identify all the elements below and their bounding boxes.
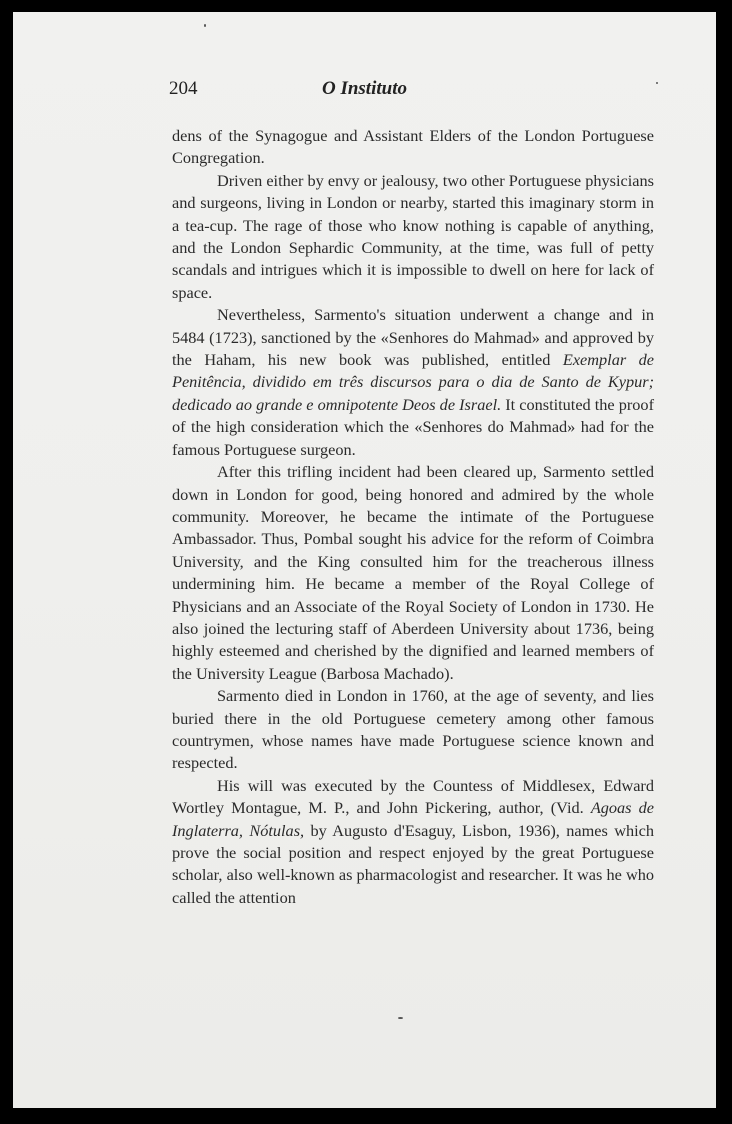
book-title: Exemplar de Penitência, dividido em três discursos para o dia de Santo de Kypur; dedicado ao grande e omnipotente Deos de Israel. [172, 350, 654, 414]
scan-speck [204, 24, 206, 27]
paragraph-3-lead: Nevertheless, Sarmento's situation underwent a change and in 5484 (1723), sanctioned by the «Senhores do Mahmad» and approved by the Haham, his new book was published, entitled [172, 305, 654, 370]
paragraph-6-tail: by Augusto d'Esaguy, Lisbon, 1936), names which prove the social position and respect enjoyed by the great Portuguese scholar, also well-known as pharmacologist and researcher. It was he who called the attention [172, 820, 654, 907]
paragraph-1: dens of the Synagogue and Assistant Elders of the London Portuguese Congregation. [172, 126, 654, 168]
paragraph-2: Driven either by envy or jealousy, two other Portuguese physicians and surgeons, living in London or nearby, started this imaginary storm in a tea-cup. The rage of those who know nothing is capable of anything, and the London Sephardic Community, at the time, was full of petty scandals and intrigues which it is impossible to dwell on here for lack of space. [172, 170, 654, 302]
paragraph-6-lead: His will was executed by the Countess of Middlesex, Edward Wortley Montague, M. P., and John Pickering, author, (Vid. [172, 775, 654, 818]
running-title: O Instituto [321, 78, 407, 99]
paragraph-3 [172, 304, 654, 461]
scan-speck [398, 1017, 403, 1019]
paragraph-3-tail: It constituted the proof of the high consideration which the «Senhores do Mahmad» had for the famous Portuguese surgeon. [172, 394, 654, 459]
body-text [172, 125, 654, 909]
page-header [13, 78, 716, 104]
book-page [13, 12, 716, 1108]
paragraph-6 [172, 775, 654, 909]
citation-title: Agoas de Inglaterra, Nótulas, [172, 798, 654, 840]
scan-frame [8, 8, 721, 1112]
paragraph-5: Sarmento died in London in 1760, at the age of seventy, and lies buried there in the old Portuguese cemetery among other famous countrymen, whose names have made Portuguese science known and respected. [172, 686, 654, 773]
page-number: 204 [169, 78, 198, 99]
paragraph-4: After this trifling incident had been cleared up, Sarmento settled down in London for good, being honored and admired by the whole community. Moreover, he became the intimate of the Portuguese Ambassador. Thus, Pombal sought his advice for the reform of Coimbra University, and the King consulted him for the treacherous illness undermining him. He became a member of the Royal College of Physicians and an Associate of the Royal Society of London in 1730. He also joined the lecturing staff of Aberdeen University about 1736, being highly esteemed and cherished by the dignified and learned members of the University League (Barbosa Machado). [172, 462, 654, 683]
scan-speck [656, 82, 658, 84]
